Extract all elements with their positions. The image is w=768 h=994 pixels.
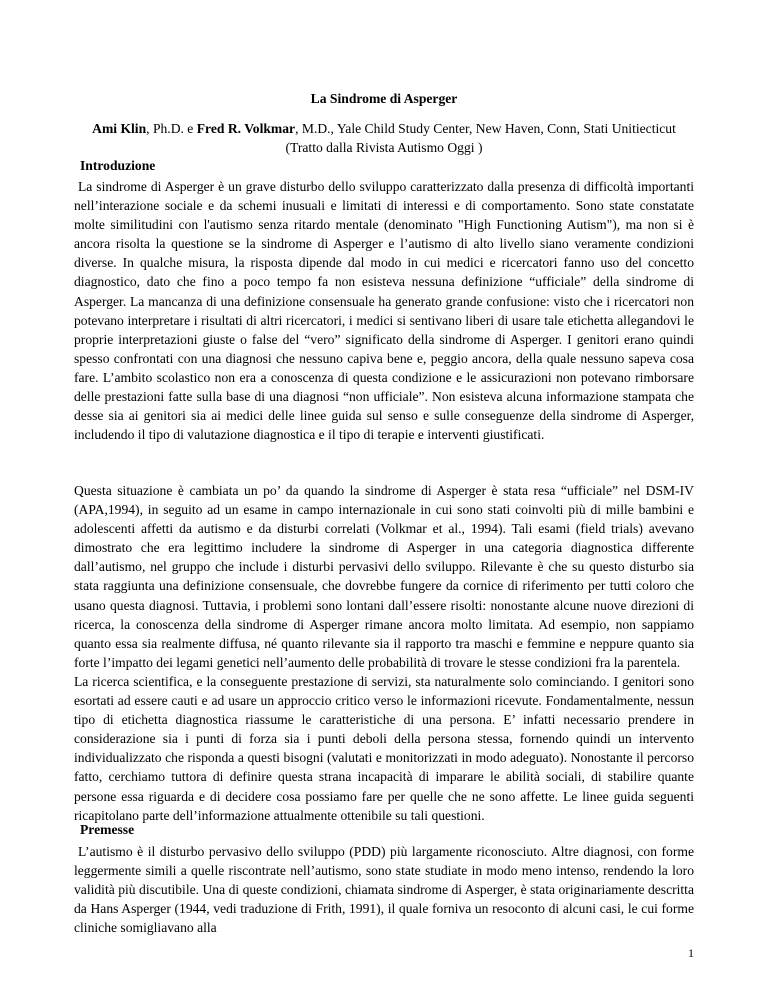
section-heading-premesse: Premesse bbox=[80, 822, 135, 837]
paragraph-intro-2: Questa situazione è cambiata un po’ da quando la sindrome di Asperger è stata resa “ufficiale” nel DSM-IV (APA,1994), in seguito ad un esame in campo internazionale in cui sono stati coinvolti più di mille bambini e adolescenti affetti da autismo e da disturbi correlati (Volkmar et al., 1994). Tali esami (field trials) avevano dimostrato che era legittimo includere la sindrome di Asperger in una categoria diagnostica differente dall’autismo, nel gruppo che include i disturbi pervasivi dello sviluppo. Rilevante è che su questo disturbo sia stata raggiunta una definizione consensuale, che dovrebbe fungere da cornice di riferimento per tutti coloro che usano questa diagnosi. Tuttavia, i problemi sono lontani dall’essere risolti: nonostante alcune nuove direzioni di ricerca, la conoscenza della sindrome di Asperger rimane ancora molto limitata. Ad esempio, non sappiamo quanto essa sia realmente diffusa, né quanto rilevante sia il rapporto tra maschi e femmine e neppure quanto sia forte l’impatto dei legami genetici nell’aumento delle probabilità di trovare le stesse condizioni fra la parentela. bbox=[74, 483, 694, 670]
section-heading-introduzione: Introduzione bbox=[80, 158, 156, 173]
document-title: La Sindrome di Asperger bbox=[310, 91, 458, 106]
paragraph-intro-1: La sindrome di Asperger è un grave disturbo dello sviluppo caratterizzato dalla presenza di difficoltà importanti nell’interazione sociale e da schemi inusuali e limitati di interessi e di comportamento. Sono state constatate molte similitudini con l'autismo senza ritardo mentale (denominato "High Functioning Autism"), ma non si è ancora risolta la questione se la sindrome di Asperger e l’autismo di alto livello siano veramente condizioni diverse. In qualche misura, la risposta dipende dal modo in cui medici e ricercatori fanno uso del concetto diagnostico, dato che fino a poco tempo fa non esisteva nessuna definizione “ufficiale” della sindrome di Asperger. La mancanza di una definizione consensuale ha generato grande confusione: visto che i ricercatori non potevano interpretare i risultati di altri ricercatori, i medici si sentivano liberi di usare tale etichetta allegandovi le proprie interpretazioni giuste o false del “vero” significato della sindrome di Asperger. I genitori erano quindi spesso confrontati con una diagnosi che nessuno capiva bene e, peggio ancora, della quale nessuno sapeva cosa fare. L’ambito scolastico non era a conoscenza di questa condizione e le assicurazioni non potevano rimborsare delle prestazioni fatte sulla base di una diagnosi “non ufficiale”. Non esisteva alcuna informazione stampata che desse sia ai genitori sia ai medici delle linee guida sul senso e sulle conseguenze della sindrome di Asperger, includendo il tipo di valutazione diagnostica e il tipo di terapie e interventi giustificati. bbox=[74, 179, 694, 443]
paragraph-intro-3: La ricerca scientifica, e la conseguente prestazione di servizi, sta naturalmente solo cominciando. I genitori sono esortati ad essere cauti e ad usare un approccio critico verso le informazioni ricevute. Fondamentalmente, nessun tipo di etichetta diagnostica riassume le caratteristiche di una persona. E’ infatti necessario prendere in considerazione sia i punti di forza sia i punti deboli della persona stessa, fornendo quindi un intervento individualizzato che risponda a questi bisogni (valutati e monitorizzati in modo adeguato). Nonostante il percorso fatto, cerchiamo tuttora di definire questa strana incapacità di imparare le abilità sociali, di stabilire quante persone essa riguarda e di decidere cosa possiamo fare per quelle che ne sono affette. Le linee guida seguenti ricapitolano parte dell’informazione attualmente ottenibile su tali questioni. bbox=[74, 674, 694, 823]
paragraph-premesse-1: L’autismo è il disturbo pervasivo dello sviluppo (PDD) più largamente riconosciuto. Altre diagnosi, con forme leggermente simili a quelle riscontrate nell’autismo, sono state studiate in modo meno intenso, rendendo la loro validità più discutibile. Una di queste condizioni, chiamata sindrome di Asperger, è stata originariamente descritta da Hans Asperger (1944, vedi traduzione di Frith, 1991), il quale forniva un resoconto di alcuni casi, le cui forme cliniche somigliavano alla bbox=[74, 844, 694, 936]
author-line bbox=[80, 119, 688, 157]
author-name: Ami Klin bbox=[92, 121, 147, 136]
page-number: 1 bbox=[688, 946, 694, 960]
author-degree: , Ph.D. e bbox=[146, 121, 197, 136]
author-name: Fred R. Volkmar bbox=[196, 121, 296, 136]
author-affiliation: , M.D., Yale Child Study Center, New Haven, Conn, Stati Unitiecticut (Tratto dalla Rivista Autismo Oggi ) bbox=[285, 121, 676, 155]
